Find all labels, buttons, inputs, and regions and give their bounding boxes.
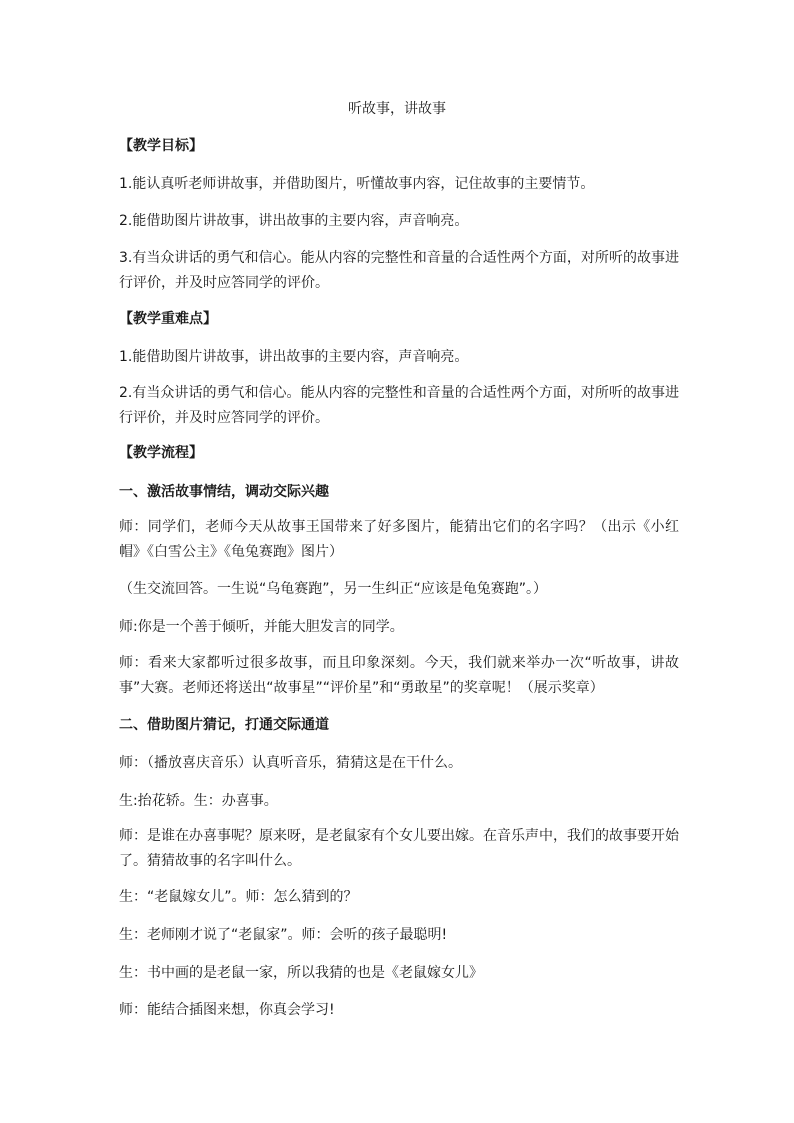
step1-heading: 一、激活故事情结，调动交际兴趣 — [119, 484, 329, 500]
step2-paragraph-7: 师：能结合插图来想，你真会学习! — [119, 1002, 335, 1018]
document-title: 听故事，讲故事 — [348, 101, 446, 117]
step2-paragraph-1: 师：（播放喜庆音乐）认真听音乐，猜猜这是在干什么。 — [119, 755, 462, 771]
step1-paragraph-1: 师：同学们，老师今天从故事王国带来了好多图片，能猜出它们的名字吗？（出示《小红帽》《白雪公主》《龟兔赛跑》图片） — [119, 519, 679, 560]
step2-heading: 二、借助图片猜记，打通交际通道 — [119, 717, 329, 733]
step2-paragraph-3: 师：是谁在办喜事呢？原来呀，是老鼠家有个女儿要出嫁。在音乐声中，我们的故事要开始了。猜猜故事的名字叫什么。 — [119, 828, 679, 869]
goal-item-3: 3.有当众讲话的勇气和信心。能从内容的完整性和音量的合适性两个方面，对所听的故事进行评价，并及时应答同学的评价。 — [119, 250, 679, 291]
goals-heading: 【教学目标】 — [119, 138, 203, 154]
goal-item-2: 2.能借助图片讲故事，讲出故事的主要内容，声音响亮。 — [119, 213, 469, 229]
goal-item-1: 1.能认真听老师讲故事，并借助图片，听懂故事内容，记住故事的主要情节。 — [119, 176, 595, 192]
step2-paragraph-2: 生:抬花轿。生：办喜事。 — [119, 793, 278, 809]
step1-paragraph-2: （生交流回答。一生说“乌龟赛跑”，另一生纠正“应该是龟兔赛跑”。） — [119, 581, 548, 597]
step2-paragraph-6: 生：书中画的是老鼠一家，所以我猜的也是《老鼠嫁女儿》 — [119, 965, 483, 981]
step1-paragraph-4: 师：看来大家都听过很多故事，而且印象深刻。今天，我们就来举办一次“听故事，讲故事”大赛。老师还将送出“故事星”“评价星”和“勇敢星”的奖章呢！（展示奖章） — [119, 655, 679, 696]
step1-paragraph-3: 师:你是一个善于倾听，并能大胆发言的同学。 — [119, 619, 404, 635]
key-point-item-1: 1.能借助图片讲故事，讲出故事的主要内容，声音响亮。 — [119, 349, 469, 365]
process-heading: 【教学流程】 — [119, 445, 203, 461]
key-point-item-2: 2.有当众讲话的勇气和信心。能从内容的完整性和音量的合适性两个方面，对所听的故事进行评价，并及时应答同学的评价。 — [119, 385, 679, 426]
step2-paragraph-4: 生：“老鼠嫁女儿”。师：怎么猜到的？ — [119, 889, 358, 905]
key-points-heading: 【教学重难点】 — [119, 311, 217, 327]
step2-paragraph-5: 生：老师刚才说了“老鼠家”。师：会听的孩子最聪明! — [119, 927, 448, 943]
